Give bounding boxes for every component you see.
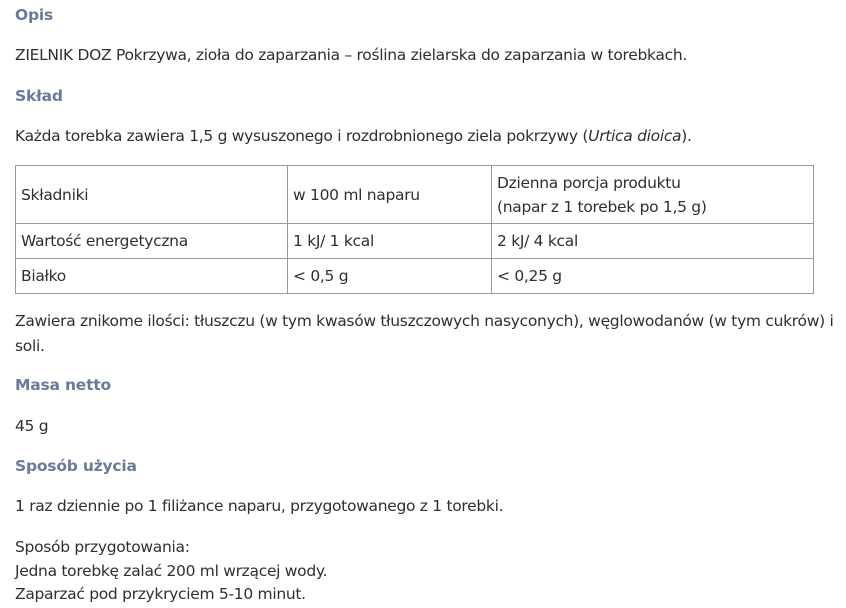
prep-line2: Zaparzać pod przykryciem 5-10 minut. <box>15 585 306 603</box>
sklad-text-before: Każda torebka zawiera 1,5 g wysuszonego i rozdrobnionego ziela pokrzywy ( <box>15 127 589 145</box>
opis-heading: Opis <box>15 6 54 24</box>
sposob-text: 1 raz dziennie po 1 filiżance naparu, przygotowanego z 1 torebki. <box>15 497 504 515</box>
header-cell-per100: w 100 ml naparu <box>288 166 492 224</box>
header-daily-line1: Dzienna porcja produktu <box>497 173 681 192</box>
cell-per100: 1 kJ/ 1 kcal <box>288 224 492 259</box>
note-line2: soli. <box>15 337 45 355</box>
sklad-heading: Skład <box>15 87 63 105</box>
sklad-text <box>15 124 692 149</box>
header-daily-line2: (napar z 1 torebek po 1,5 g) <box>497 197 707 216</box>
header-cell-daily <box>492 166 814 224</box>
table-row <box>16 259 814 294</box>
cell-daily: 2 kJ/ 4 kcal <box>492 224 814 259</box>
prep-title: Sposób przygotowania: <box>15 538 190 556</box>
cell-per100: < 0,5 g <box>288 259 492 294</box>
note-line1: Zawiera znikome ilości: tłuszczu (w tym kwasów tłuszczowych nasyconych), węglowodanów (w tym cukrów) i <box>15 312 834 330</box>
masa-heading: Masa netto <box>15 376 111 394</box>
table-header-row <box>16 166 814 224</box>
masa-text: 45 g <box>15 417 49 435</box>
sklad-latin-name: Urtica dioica <box>588 127 682 145</box>
table-row <box>16 224 814 259</box>
opis-text: ZIELNIK DOZ Pokrzywa, zioła do zaparzania – roślina zielarska do zaparzania w torebkach. <box>15 46 687 64</box>
prep-line1: Jedna torebkę zalać 200 ml wrzącej wody. <box>15 562 328 580</box>
cell-name: Wartość energetyczna <box>16 224 288 259</box>
cell-name: Białko <box>16 259 288 294</box>
sposob-heading: Sposób użycia <box>15 457 137 475</box>
cell-daily: < 0,25 g <box>492 259 814 294</box>
nutrition-table <box>15 165 814 294</box>
sklad-text-after: ). <box>681 127 692 145</box>
header-cell-skladniki: Składniki <box>16 166 288 224</box>
